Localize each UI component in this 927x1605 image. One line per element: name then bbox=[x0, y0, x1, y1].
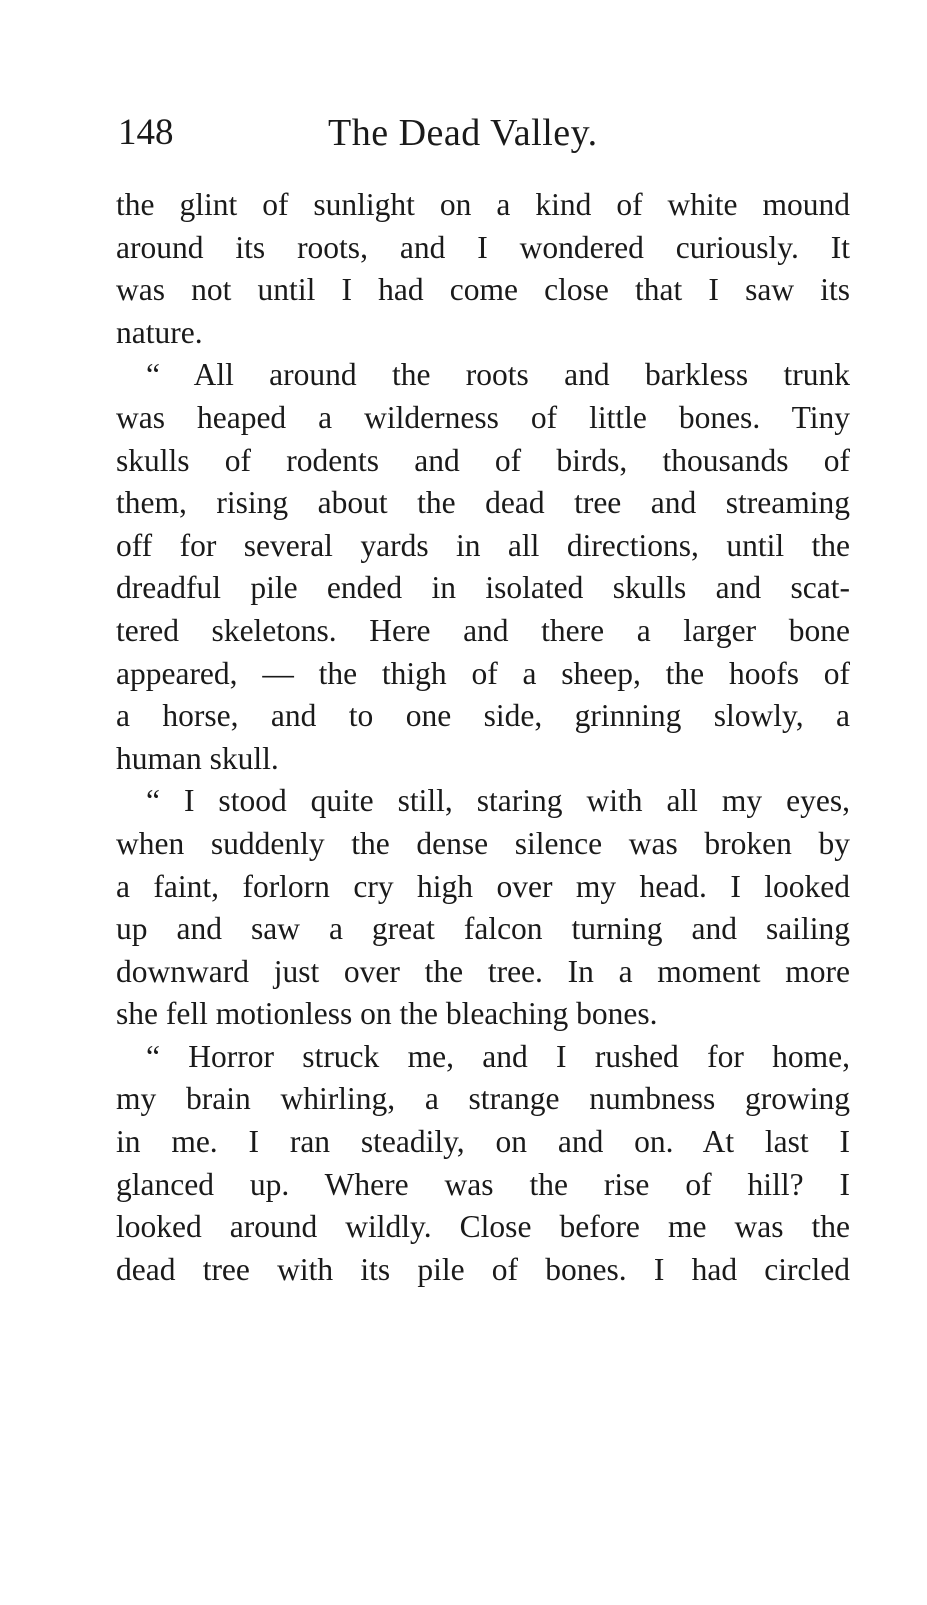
text-line: looked around wildly. Close before me was the bbox=[116, 1209, 850, 1245]
text-line: tered skeletons. Here and there a larger bone bbox=[116, 612, 850, 648]
text-line: the glint of sunlight on a kind of white mound bbox=[116, 187, 850, 222]
text-line: around its roots, and I wondered curiously. It bbox=[116, 229, 850, 265]
paragraph bbox=[116, 354, 850, 780]
text-line: was not until I had come close that I saw its bbox=[116, 272, 850, 308]
text-line: my brain whirling, a strange numbness growing bbox=[116, 1081, 850, 1117]
text-line: appeared, — the thigh of a sheep, the hoofs of bbox=[116, 655, 850, 691]
paragraph bbox=[116, 780, 850, 1036]
body-text bbox=[116, 184, 850, 1291]
text-line: dreadful pile ended in isolated skulls and scat- bbox=[116, 570, 850, 606]
text-line: off for several yards in all directions, until the bbox=[116, 527, 850, 563]
text-line: up and saw a great falcon turning and sailing bbox=[116, 911, 850, 947]
text-line: downward just over the tree. In a moment more bbox=[116, 953, 850, 989]
text-line: glanced up. Where was the rise of hill? I bbox=[116, 1166, 850, 1202]
text-line: dead tree with its pile of bones. I had circled bbox=[116, 1251, 850, 1287]
text-line: “ I stood quite still, staring with all my eyes, bbox=[146, 783, 850, 819]
text-line: in me. I ran steadily, on and on. At last I bbox=[116, 1124, 850, 1160]
text-line: them, rising about the dead tree and streaming bbox=[116, 485, 850, 521]
paragraph bbox=[116, 1036, 850, 1292]
text-line: “ Horror struck me, and I rushed for home, bbox=[146, 1038, 850, 1074]
text-line: human skull. bbox=[116, 740, 279, 776]
text-line: skulls of rodents and of birds, thousands of bbox=[116, 442, 850, 478]
text-line: she fell motionless on the bleaching bones. bbox=[116, 996, 658, 1032]
text-line: was heaped a wilderness of little bones. Tiny bbox=[116, 399, 850, 435]
text-line: nature. bbox=[116, 314, 203, 350]
page-number: 148 bbox=[118, 112, 174, 153]
text-line: when suddenly the dense silence was broken by bbox=[116, 825, 850, 861]
text-line: a faint, forlorn cry high over my head. I looked bbox=[116, 868, 850, 904]
paragraph bbox=[116, 184, 850, 354]
text-line: “ All around the roots and barkless trunk bbox=[146, 357, 850, 393]
running-title: The Dead Valley. bbox=[328, 112, 598, 154]
text-line: a horse, and to one side, grinning slowly, a bbox=[116, 698, 850, 734]
page-header bbox=[118, 108, 848, 158]
